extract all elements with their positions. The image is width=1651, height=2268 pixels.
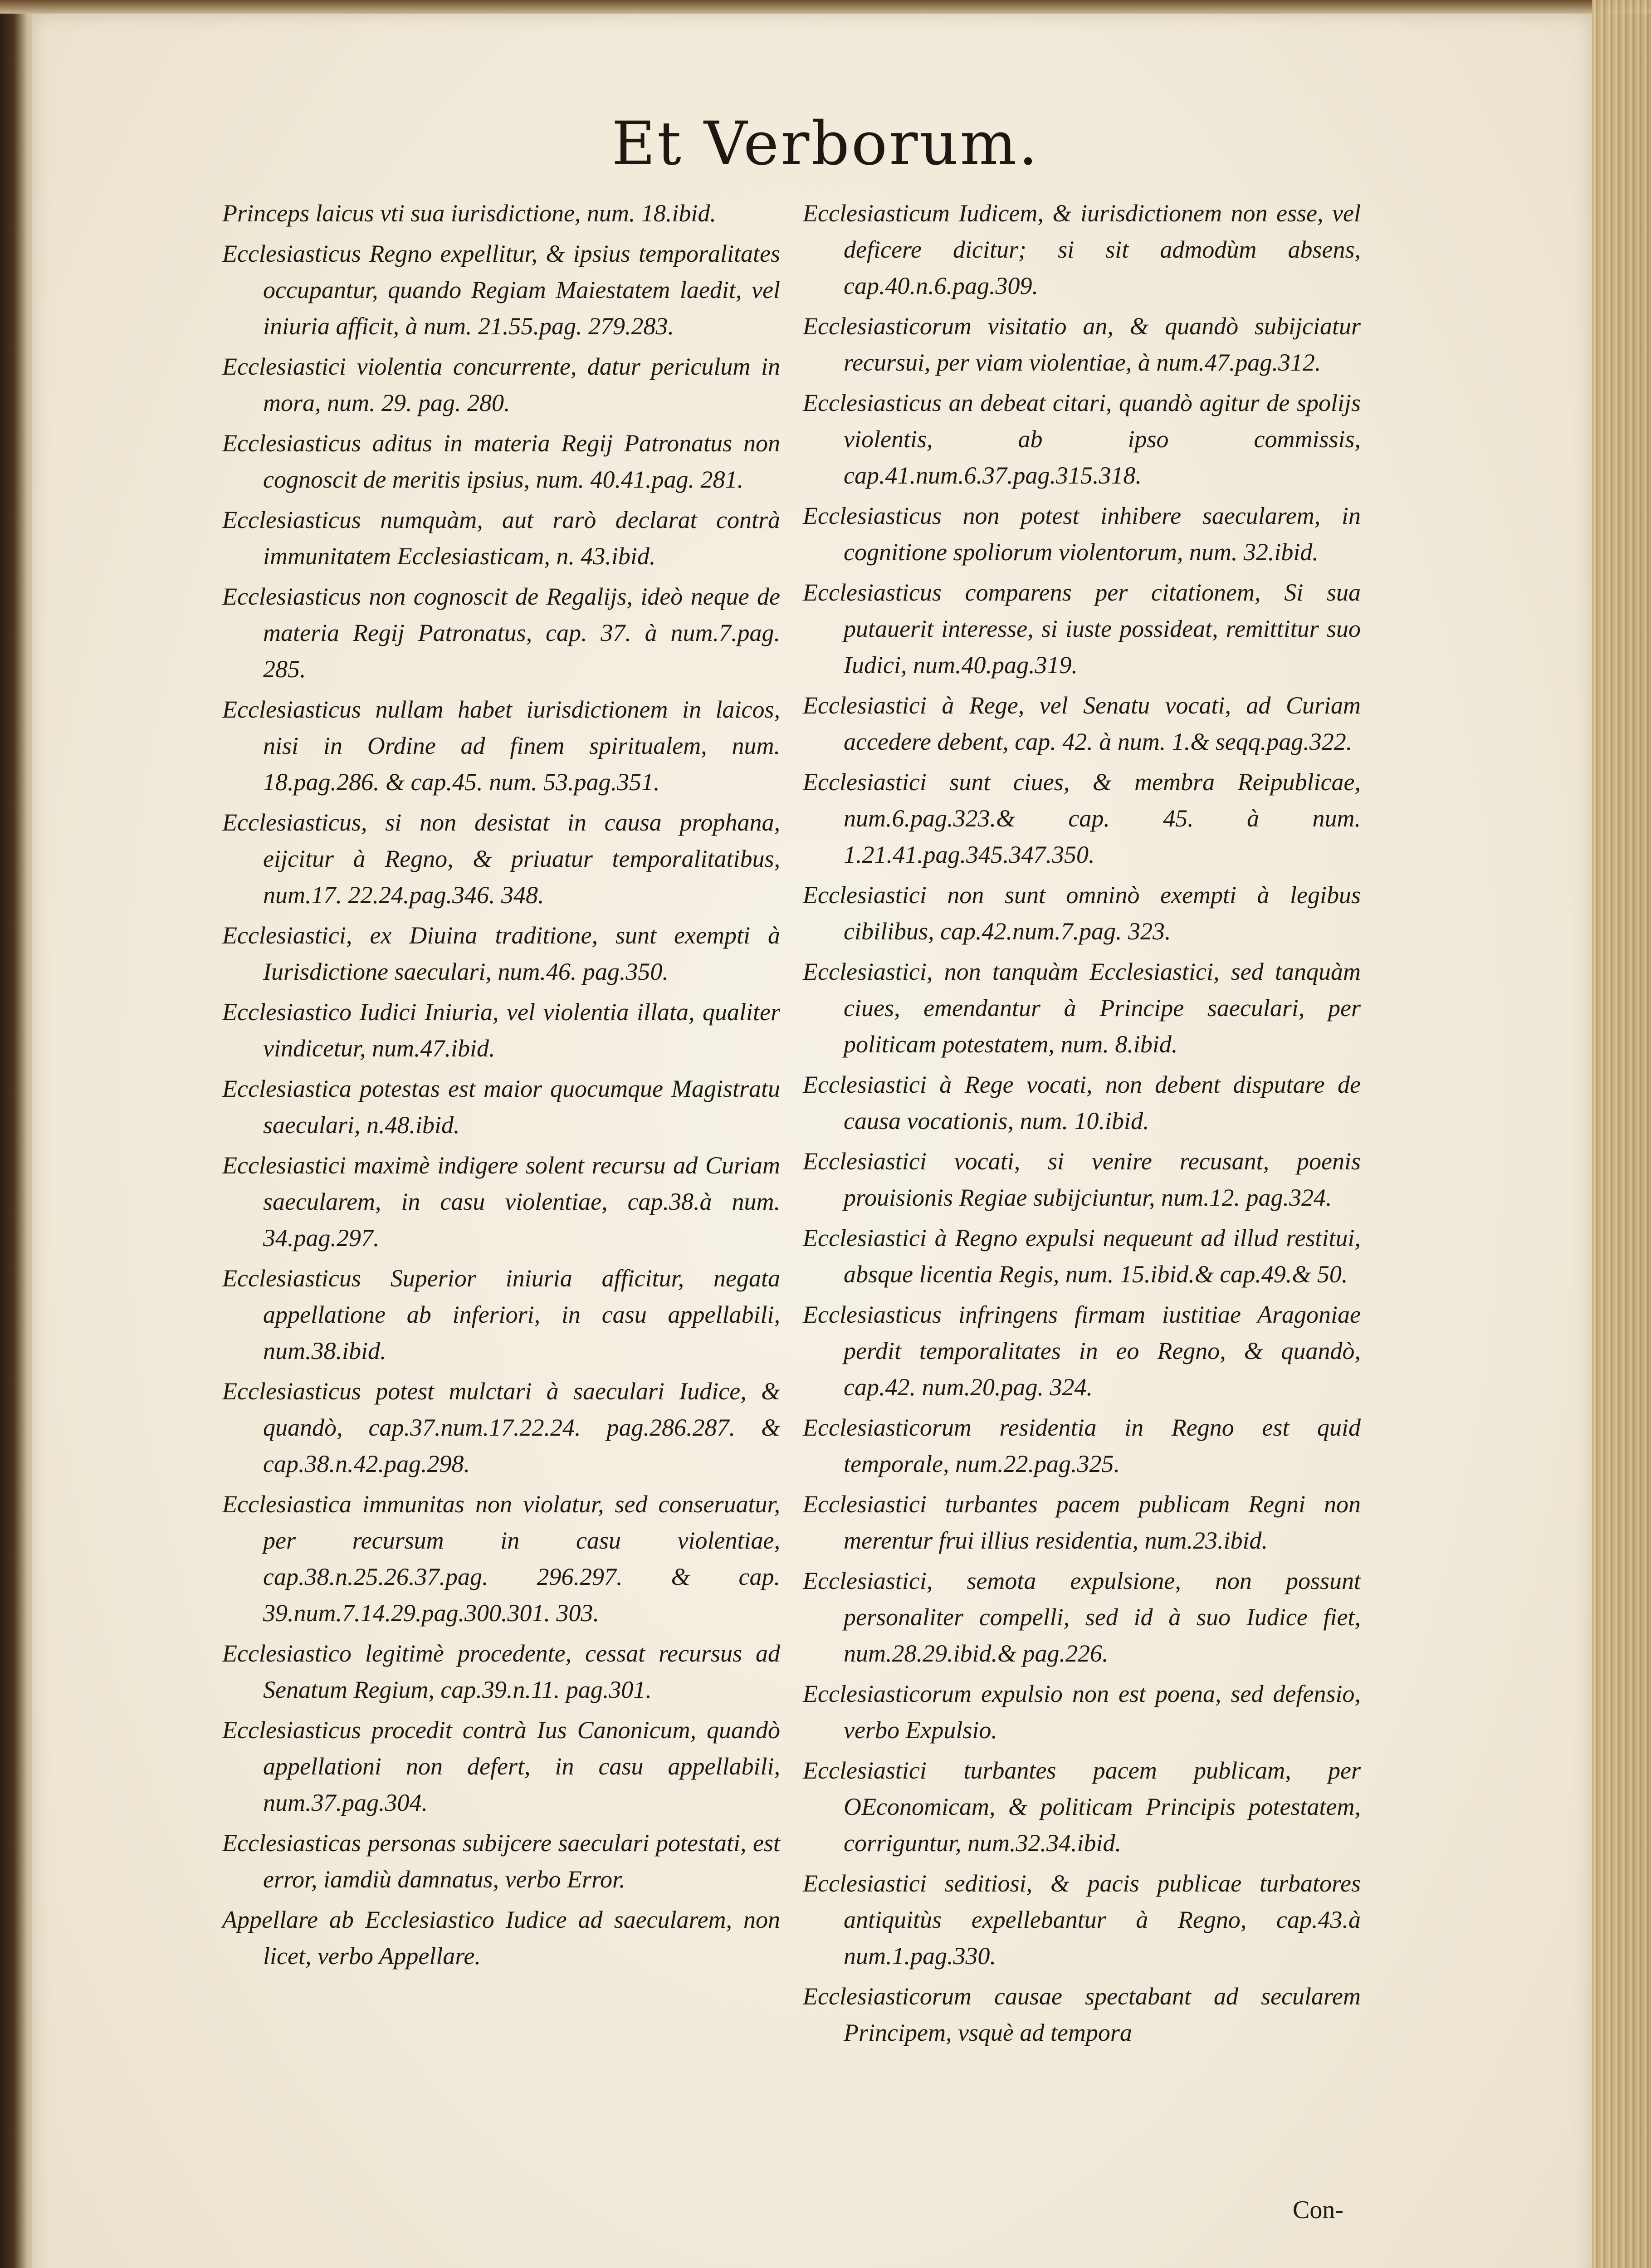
index-entry: Ecclesiasticus comparens per citationem, Si sua putauerit interesse, si iuste possideat, remittitur suo Iudici, num.40.pag.319.	[803, 579, 1361, 679]
index-entry: Appellare ab Ecclesiastico Iudice ad saecularem, non licet, verbo Appellare.	[222, 1906, 780, 1970]
catchword: Con-	[1293, 2196, 1343, 2224]
index-entry: Ecclesiasticas personas subijcere saeculari potestati, est error, iamdiù damnatus, verbo Error.	[222, 1829, 780, 1893]
index-entry: Ecclesiasticus Superior iniuria afficitur, negata appellatione ab inferiori, in casu appellabili, num.38.ibid.	[222, 1265, 780, 1364]
index-entry: Ecclesiastici à Regno expulsi nequeunt ad illud restitui, absque licentia Regis, num. 15.ibid.& cap.49.& 50.	[803, 1224, 1361, 1288]
index-entry: Ecclesiastici, semota expulsione, non possunt personaliter compelli, sed id à suo Iudice fiet, num.28.29.ibid.& pag.226.	[803, 1567, 1361, 1667]
index-entry: Ecclesiasticus non potest inhibere saecularem, in cognitione spoliorum violentorum, num. 32.ibid.	[803, 502, 1361, 566]
index-entry: Ecclesiastici sunt ciues, & membra Reipublicae, num.6.pag.323.& cap. 45. à num. 1.21.41.pag.345.347.350.	[803, 768, 1361, 868]
index-entry: Ecclesiastici à Rege, vel Senatu vocati, ad Curiam accedere debent, cap. 42. à num. 1.& seqq.pag.322.	[803, 692, 1361, 755]
index-entry: Ecclesiastici violentia concurrente, datur periculum in mora, num. 29. pag. 280.	[222, 353, 780, 416]
index-entry: Ecclesiasticum Iudicem, & iurisdictionem non esse, vel deficere dicitur; si sit admodùm absens, cap.40.n.6.pag.309.	[803, 200, 1361, 299]
left-index-column	[222, 195, 780, 1978]
index-entry: Ecclesiastici turbantes pacem publicam Regni non merentur frui illius residentia, num.23.ibid.	[803, 1491, 1361, 1554]
index-entry: Ecclesiasticus nullam habet iurisdictionem in laicos, nisi in Ordine ad finem spiritualem, num. 18.pag.286. & cap.45. num. 53.pag.351.	[222, 696, 780, 796]
index-entry: Ecclesiastici seditiosi, & pacis publicae turbatores antiquitùs expellebantur à Regno, cap.43.à num.1.pag.330.	[803, 1870, 1361, 1970]
book-fore-edge	[1592, 0, 1651, 2268]
index-entry: Ecclesiasticus numquàm, aut rarò declarat contrà immunitatem Ecclesiasticam, n. 43.ibid.	[222, 506, 780, 570]
top-edge	[0, 0, 1651, 14]
index-entry: Ecclesiastica immunitas non violatur, sed conseruatur, per recursum in casu violentiae, cap.38.n.25.26.37.pag. 296.297. & cap. 39.num.7.14.29.pag.300.301. 303.	[222, 1491, 780, 1627]
index-entry: Ecclesiastico legitimè procedente, cessat recursus ad Senatum Regium, cap.39.n.11. pag.301.	[222, 1640, 780, 1703]
right-index-column	[803, 195, 1361, 2055]
index-entry: Ecclesiastici non sunt omninò exempti à legibus cibilibus, cap.42.num.7.pag. 323.	[803, 881, 1361, 945]
index-entry: Ecclesiasticorum causae spectabant ad secularem Principem, vsquè ad tempora	[803, 1983, 1361, 2046]
index-entry: Ecclesiasticorum visitatio an, & quandò subijciatur recursui, per viam violentiae, à num.47.pag.312.	[803, 313, 1361, 376]
index-entry: Ecclesiastici vocati, si venire recusant, poenis prouisionis Regiae subijciuntur, num.12. pag.324.	[803, 1148, 1361, 1211]
index-entry: Ecclesiastici turbantes pacem publicam, per OEconomicam, & politicam Principis potestatem, corriguntur, num.32.34.ibid.	[803, 1757, 1361, 1857]
index-entry: Ecclesiasticus potest mulctari à saeculari Iudice, & quandò, cap.37.num.17.22.24. pag.286.287. & cap.38.n.42.pag.298.	[222, 1378, 780, 1477]
index-entry: Ecclesiastica potestas est maior quocumque Magistratu saeculari, n.48.ibid.	[222, 1075, 780, 1139]
index-entry: Princeps laicus vti sua iurisdictione, num. 18.ibid.	[222, 200, 716, 227]
index-entry: Ecclesiasticus infringens firmam iustitiae Aragoniae perdit temporalitates in eo Regno, & quandò, cap.42. num.20.pag. 324.	[803, 1301, 1361, 1401]
index-entry: Ecclesiastico Iudici Iniuria, vel violentia illata, qualiter vindicetur, num.47.ibid.	[222, 998, 780, 1062]
index-entry: Ecclesiasticus an debeat citari, quandò agitur de spolijs violentis, ab ipso commissis, cap.41.num.6.37.pag.315.318.	[803, 389, 1361, 489]
index-entry: Ecclesiasticus, si non desistat in causa prophana, eijcitur à Regno, & priuatur temporalitatibus, num.17. 22.24.pag.346. 348.	[222, 809, 780, 909]
index-entry: Ecclesiasticus non cognoscit de Regalijs, ideò neque de materia Regij Patronatus, cap. 37. à num.7.pag. 285.	[222, 583, 780, 683]
index-entry: Ecclesiastici, non tanquàm Ecclesiastici, sed tanquàm ciues, emendantur à Principe saeculari, per politicam potestatem, num. 8.ibid.	[803, 958, 1361, 1058]
index-entry: Ecclesiasticus aditus in materia Regij Patronatus non cognoscit de meritis ipsius, num. 40.41.pag. 281.	[222, 430, 780, 493]
index-entry: Ecclesiastici maximè indigere solent recursu ad Curiam saecularem, in casu violentiae, cap.38.à num. 34.pag.297.	[222, 1152, 780, 1251]
page-heading: Et Verborum.	[611, 109, 1040, 179]
index-entry: Ecclesiasticorum expulsio non est poena, sed defensio, verbo Expulsio.	[803, 1680, 1361, 1744]
index-entry: Ecclesiastici à Rege vocati, non debent disputare de causa vocationis, num. 10.ibid.	[803, 1071, 1361, 1134]
index-entry: Ecclesiasticus Regno expellitur, & ipsius temporalitates occupantur, quando Regiam Maiestatem laedit, vel iniuria afficit, à num. 21.55.pag. 279.283.	[222, 240, 780, 340]
index-entry: Ecclesiasticorum residentia in Regno est quid temporale, num.22.pag.325.	[803, 1414, 1361, 1477]
index-entry: Ecclesiastici, ex Diuina traditione, sunt exempti à Iurisdictione saeculari, num.46. pag.350.	[222, 922, 780, 985]
index-entry: Ecclesiasticus procedit contrà Ius Canonicum, quandò appellationi non defert, in casu appellabili, num.37.pag.304.	[222, 1716, 780, 1816]
